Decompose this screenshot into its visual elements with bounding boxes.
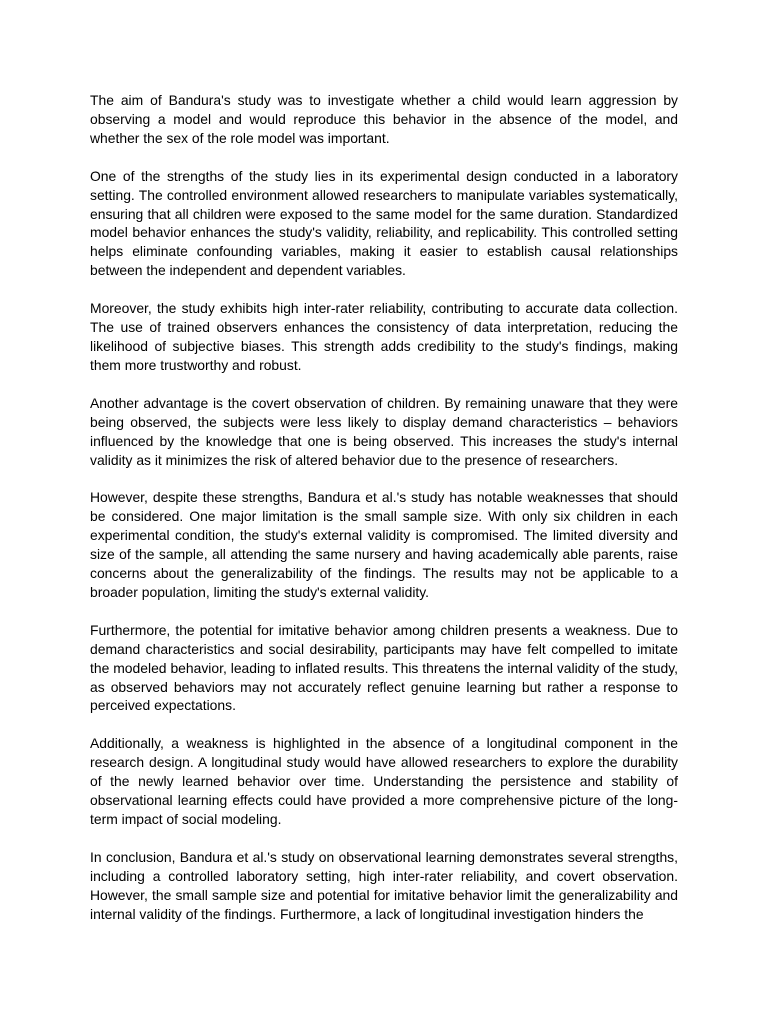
paragraph-conclusion: In conclusion, Bandura et al.'s study on observational learning demonstrates several strengths, including a controlled laboratory setting, high inter-rater reliability, and covert observation. However, the small sample size and potential for imitative behavior limit the generalizability and internal validity of the findings. Furthermore, a lack of longitudinal investigation hinders the <box>90 848 678 922</box>
document-page <box>90 91 678 1024</box>
paragraph-experimental-design: One of the strengths of the study lies in its experimental design conducted in a laboratory setting. The controlled environment allowed researchers to manipulate variables systematically, ensuring that all children were exposed to the same model for the same duration. Standardized model behavior enhances the study's validity, reliability, and replicability. This controlled setting helps eliminate confounding variables, making it easier to establish causal relationships between the independent and dependent variables. <box>90 167 678 279</box>
paragraph-covert-observation: Another advantage is the covert observation of children. By remaining unaware that they were being observed, the subjects were less likely to display demand characteristics – behaviors influenced by the knowledge that one is being observed. This increases the study's internal validity as it minimizes the risk of altered behavior due to the presence of researchers. <box>90 394 678 468</box>
paragraph-imitative-behavior: Furthermore, the potential for imitative behavior among children presents a weakness. Due to demand characteristics and social desirability, participants may have felt compelled to imitate the modeled behavior, leading to inflated results. This threatens the internal validity of the study, as observed behaviors may not accurately reflect genuine learning but rather a response to perceived expectations. <box>90 621 678 714</box>
paragraph-aim: The aim of Bandura's study was to investigate whether a child would learn aggression by observing a model and would reproduce this behavior in the absence of the model, and whether the sex of the role model was important. <box>90 92 678 146</box>
paragraph-inter-rater-reliability: Moreover, the study exhibits high inter-rater reliability, contributing to accurate data collection. The use of trained observers enhances the consistency of data interpretation, reducing the likelihood of subjective biases. This strength adds credibility to the study's findings, making them more trustworthy and robust. <box>90 300 678 373</box>
paragraph-sample-size: However, despite these strengths, Bandura et al.'s study has notable weaknesses that should be considered. One major limitation is the small sample size. With only six children in each experimental condition, the study's external validity is compromised. The limited diversity and size of the sample, all attending the same nursery and having academically able parents, raise concerns about the generalizability of the findings. The results may not be applicable to a broader population, limiting the study's external validity. <box>90 489 678 600</box>
paragraph-longitudinal: Additionally, a weakness is highlighted in the absence of a longitudinal component in the research design. A longitudinal study would have allowed researchers to explore the durability of the newly learned behavior over time. Understanding the persistence and stability of observational learning effects could have provided a more comprehensive picture of the long-term impact of social modeling. <box>90 735 678 827</box>
